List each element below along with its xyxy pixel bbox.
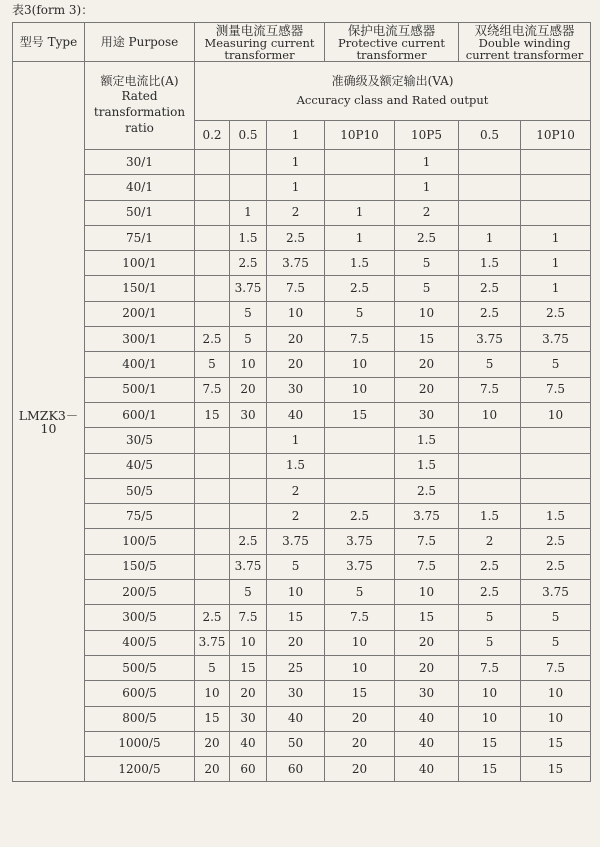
ratio-cell: 800/5 (85, 706, 195, 731)
value-cell (459, 150, 521, 175)
value-cell: 1 (521, 276, 591, 301)
value-cell: 15 (195, 402, 230, 427)
value-cell: 15 (395, 327, 459, 352)
accuracy-class-header: 0.5 (459, 121, 521, 150)
value-cell (325, 150, 395, 175)
value-cell (195, 453, 230, 478)
value-cell: 50 (267, 731, 325, 756)
value-cell: 2.5 (521, 301, 591, 326)
ratio-cell: 100/5 (85, 529, 195, 554)
value-cell: 3.75 (267, 529, 325, 554)
value-cell: 10 (395, 301, 459, 326)
value-cell: 3.75 (195, 630, 230, 655)
value-cell (230, 504, 267, 529)
table-row (13, 352, 591, 377)
value-cell: 10 (195, 681, 230, 706)
value-cell (459, 175, 521, 200)
value-cell: 30 (395, 402, 459, 427)
value-cell (459, 428, 521, 453)
value-cell: 60 (230, 757, 267, 782)
value-cell: 2.5 (325, 276, 395, 301)
value-cell (230, 478, 267, 503)
value-cell: 15 (267, 605, 325, 630)
value-cell (195, 428, 230, 453)
value-cell: 30 (395, 681, 459, 706)
value-cell: 2.5 (325, 504, 395, 529)
ratio-cell: 600/1 (85, 402, 195, 427)
value-cell (195, 251, 230, 276)
value-cell: 7.5 (267, 276, 325, 301)
protective-header-en: Protective current transformer (338, 35, 445, 62)
ratio-cell: 200/1 (85, 301, 195, 326)
value-cell: 30 (230, 402, 267, 427)
value-cell: 15 (230, 655, 267, 680)
value-cell: 40 (395, 706, 459, 731)
accuracy-class-header: 1 (267, 121, 325, 150)
table-row (13, 150, 591, 175)
value-cell: 3.75 (325, 554, 395, 579)
value-cell: 7.5 (230, 605, 267, 630)
value-cell: 2.5 (395, 225, 459, 250)
value-cell: 1.5 (325, 251, 395, 276)
ratio-cell: 500/1 (85, 377, 195, 402)
value-cell: 15 (395, 605, 459, 630)
value-cell: 5 (459, 630, 521, 655)
value-cell: 5 (195, 352, 230, 377)
value-cell (521, 200, 591, 225)
ratio-header-en: Rated transformation ratio (93, 89, 186, 135)
value-cell: 20 (395, 655, 459, 680)
value-cell: 1.5 (459, 504, 521, 529)
value-cell: 7.5 (195, 377, 230, 402)
ratio-cell: 150/1 (85, 276, 195, 301)
value-cell (195, 478, 230, 503)
value-cell: 15 (325, 681, 395, 706)
value-cell: 5 (195, 655, 230, 680)
value-cell (230, 453, 267, 478)
measuring-header-en: Measuring current transformer (204, 35, 315, 62)
value-cell: 20 (395, 630, 459, 655)
value-cell: 20 (325, 731, 395, 756)
value-cell: 1.5 (459, 251, 521, 276)
value-cell (459, 200, 521, 225)
ratio-cell: 1000/5 (85, 731, 195, 756)
accuracy-header (195, 62, 591, 121)
value-cell (195, 580, 230, 605)
value-cell: 1 (325, 225, 395, 250)
value-cell: 15 (459, 757, 521, 782)
ratio-cell: 75/5 (85, 504, 195, 529)
ratio-cell: 30/1 (85, 150, 195, 175)
value-cell: 5 (267, 554, 325, 579)
table-row (13, 605, 591, 630)
value-cell: 5 (325, 301, 395, 326)
value-cell (521, 428, 591, 453)
spec-table (12, 22, 591, 782)
ratio-cell: 50/1 (85, 200, 195, 225)
value-cell: 1 (230, 200, 267, 225)
value-cell: 10 (521, 706, 591, 731)
value-cell: 20 (325, 757, 395, 782)
value-cell: 2 (267, 478, 325, 503)
ratio-cell: 500/5 (85, 655, 195, 680)
value-cell: 1 (521, 251, 591, 276)
value-cell (195, 504, 230, 529)
accuracy-header-zh: 准确级及额定输出(VA) (331, 74, 454, 88)
table-row (13, 276, 591, 301)
table-row (13, 453, 591, 478)
value-cell: 20 (230, 377, 267, 402)
table-row (13, 757, 591, 782)
ratio-cell: 150/5 (85, 554, 195, 579)
table-caption: 表3(form 3)： (12, 3, 94, 17)
value-cell: 2.5 (395, 478, 459, 503)
value-cell: 1.5 (230, 225, 267, 250)
value-cell: 7.5 (395, 554, 459, 579)
value-cell: 15 (521, 731, 591, 756)
value-cell (230, 150, 267, 175)
value-cell: 5 (459, 605, 521, 630)
value-cell: 1 (395, 150, 459, 175)
value-cell: 3.75 (521, 327, 591, 352)
value-cell: 2 (267, 504, 325, 529)
value-cell: 40 (267, 402, 325, 427)
value-cell: 7.5 (521, 377, 591, 402)
value-cell (521, 453, 591, 478)
table-row (13, 377, 591, 402)
ratio-cell: 1200/5 (85, 757, 195, 782)
value-cell: 15 (459, 731, 521, 756)
accuracy-class-header: 10P5 (395, 121, 459, 150)
value-cell (195, 301, 230, 326)
value-cell (195, 175, 230, 200)
value-cell (325, 478, 395, 503)
ratio-cell: 30/5 (85, 428, 195, 453)
value-cell: 7.5 (395, 529, 459, 554)
value-cell: 20 (267, 327, 325, 352)
value-cell (230, 428, 267, 453)
value-cell (195, 225, 230, 250)
value-cell: 5 (230, 301, 267, 326)
table-row (13, 200, 591, 225)
value-cell: 10 (459, 681, 521, 706)
value-cell: 40 (267, 706, 325, 731)
value-cell: 5 (521, 605, 591, 630)
value-cell: 2.5 (459, 301, 521, 326)
value-cell: 60 (267, 757, 325, 782)
table-row (13, 175, 591, 200)
value-cell (195, 529, 230, 554)
value-cell: 2.5 (459, 276, 521, 301)
value-cell: 1.5 (521, 504, 591, 529)
value-cell: 7.5 (325, 605, 395, 630)
value-cell: 10 (325, 377, 395, 402)
value-cell: 1.5 (395, 453, 459, 478)
ratio-cell: 400/5 (85, 630, 195, 655)
value-cell: 25 (267, 655, 325, 680)
ratio-cell: 400/1 (85, 352, 195, 377)
value-cell: 7.5 (459, 377, 521, 402)
table-row (13, 428, 591, 453)
value-cell: 10 (267, 301, 325, 326)
value-cell: 10 (230, 630, 267, 655)
table-row (13, 731, 591, 756)
ratio-header-zh: 额定电流比(A) (100, 74, 179, 88)
value-cell: 20 (325, 706, 395, 731)
measuring-header (195, 23, 325, 62)
value-cell: 2.5 (230, 529, 267, 554)
purpose-header: 用途 Purpose (85, 23, 195, 62)
value-cell: 3.75 (395, 504, 459, 529)
model-header: 型号 Type (13, 23, 85, 62)
value-cell: 1 (521, 225, 591, 250)
value-cell: 5 (395, 276, 459, 301)
value-cell: 5 (325, 580, 395, 605)
value-cell: 2.5 (459, 554, 521, 579)
ratio-cell: 40/5 (85, 453, 195, 478)
table-row (13, 251, 591, 276)
measuring-header-zh: 测量电流互感器 (215, 22, 304, 38)
value-cell: 10 (267, 580, 325, 605)
value-cell: 1 (267, 175, 325, 200)
value-cell: 30 (267, 681, 325, 706)
value-cell: 3.75 (230, 276, 267, 301)
value-cell: 10 (459, 402, 521, 427)
table-row (13, 529, 591, 554)
value-cell: 5 (395, 251, 459, 276)
value-cell: 1 (395, 175, 459, 200)
ratio-cell: 40/1 (85, 175, 195, 200)
value-cell: 10 (521, 402, 591, 427)
value-cell: 20 (395, 377, 459, 402)
table-row (13, 478, 591, 503)
model-cell: LMZK3－10 (13, 62, 85, 782)
value-cell (325, 453, 395, 478)
value-cell: 2.5 (230, 251, 267, 276)
value-cell: 2 (267, 200, 325, 225)
value-cell: 2.5 (521, 529, 591, 554)
value-cell (521, 175, 591, 200)
value-cell: 40 (230, 731, 267, 756)
value-cell: 2 (459, 529, 521, 554)
value-cell: 5 (459, 352, 521, 377)
table-row (13, 225, 591, 250)
value-cell: 2.5 (459, 580, 521, 605)
accuracy-class-header: 0.2 (195, 121, 230, 150)
double-winding-header-en: Double winding current transformer (465, 35, 584, 62)
ratio-cell: 300/1 (85, 327, 195, 352)
value-cell: 10 (325, 655, 395, 680)
double-winding-header-zh: 双绕组电流互感器 (474, 22, 575, 38)
value-cell: 1 (325, 200, 395, 225)
ratio-cell: 200/5 (85, 580, 195, 605)
value-cell: 5 (521, 630, 591, 655)
ratio-cell: 50/5 (85, 478, 195, 503)
value-cell: 2 (395, 200, 459, 225)
value-cell: 40 (395, 731, 459, 756)
value-cell: 1.5 (395, 428, 459, 453)
value-cell: 3.75 (325, 529, 395, 554)
value-cell: 5 (230, 580, 267, 605)
value-cell: 20 (267, 630, 325, 655)
table-row (13, 504, 591, 529)
value-cell (195, 554, 230, 579)
value-cell: 1 (267, 428, 325, 453)
value-cell (521, 150, 591, 175)
protective-header (325, 23, 459, 62)
value-cell: 2.5 (521, 554, 591, 579)
table-row (13, 681, 591, 706)
ratio-cell: 300/5 (85, 605, 195, 630)
value-cell: 20 (267, 352, 325, 377)
accuracy-header-en: Accuracy class and Rated output (296, 93, 489, 107)
value-cell: 3.75 (230, 554, 267, 579)
value-cell: 30 (230, 706, 267, 731)
table-row (13, 554, 591, 579)
double-winding-header (459, 23, 591, 62)
value-cell: 7.5 (459, 655, 521, 680)
protective-header-zh: 保护电流互感器 (347, 22, 436, 38)
value-cell (325, 175, 395, 200)
value-cell: 5 (521, 352, 591, 377)
value-cell: 20 (395, 352, 459, 377)
value-cell: 1 (267, 150, 325, 175)
value-cell: 10 (395, 580, 459, 605)
value-cell: 10 (325, 630, 395, 655)
value-cell: 1 (459, 225, 521, 250)
value-cell (325, 428, 395, 453)
value-cell: 10 (521, 681, 591, 706)
value-cell: 2.5 (267, 225, 325, 250)
table-row (13, 402, 591, 427)
value-cell (195, 200, 230, 225)
ratio-cell: 100/1 (85, 251, 195, 276)
accuracy-class-header: 10P10 (521, 121, 591, 150)
value-cell: 10 (459, 706, 521, 731)
table-row (13, 706, 591, 731)
table-row (13, 655, 591, 680)
table-row (13, 580, 591, 605)
value-cell (521, 478, 591, 503)
value-cell (195, 276, 230, 301)
value-cell: 3.75 (459, 327, 521, 352)
value-cell: 2.5 (195, 327, 230, 352)
ratio-header (85, 62, 195, 150)
accuracy-class-header: 10P10 (325, 121, 395, 150)
accuracy-class-header: 0.5 (230, 121, 267, 150)
value-cell: 20 (195, 731, 230, 756)
value-cell: 7.5 (521, 655, 591, 680)
value-cell: 20 (195, 757, 230, 782)
table-row (13, 301, 591, 326)
value-cell (459, 478, 521, 503)
value-cell: 5 (230, 327, 267, 352)
value-cell (230, 175, 267, 200)
value-cell: 2.5 (195, 605, 230, 630)
value-cell: 7.5 (325, 327, 395, 352)
value-cell: 15 (195, 706, 230, 731)
ratio-cell: 75/1 (85, 225, 195, 250)
value-cell: 10 (230, 352, 267, 377)
value-cell: 15 (325, 402, 395, 427)
value-cell: 30 (267, 377, 325, 402)
value-cell: 10 (325, 352, 395, 377)
value-cell: 15 (521, 757, 591, 782)
ratio-cell: 600/5 (85, 681, 195, 706)
value-cell: 3.75 (267, 251, 325, 276)
value-cell: 1.5 (267, 453, 325, 478)
table-row (13, 327, 591, 352)
value-cell (195, 150, 230, 175)
value-cell: 20 (230, 681, 267, 706)
value-cell (459, 453, 521, 478)
value-cell: 3.75 (521, 580, 591, 605)
table-row (13, 630, 591, 655)
value-cell: 40 (395, 757, 459, 782)
